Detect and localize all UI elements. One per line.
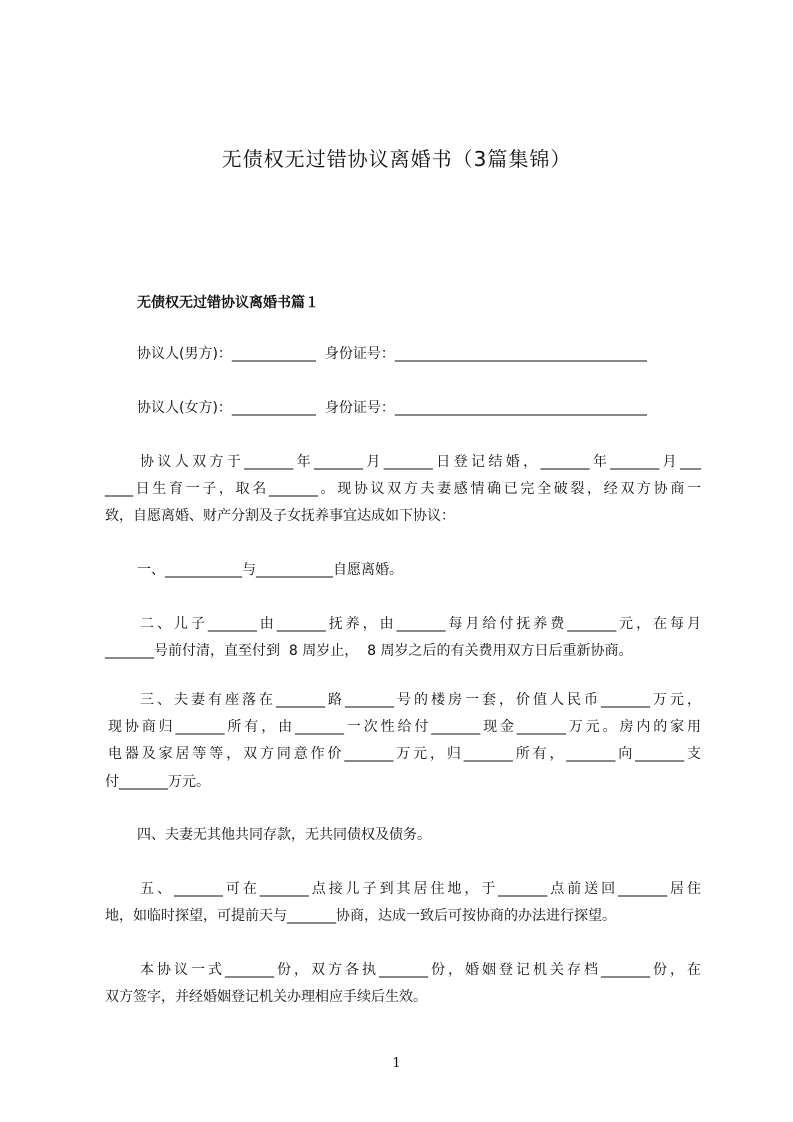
- clause-3-line-2: 现协商归_______所有，由_______一次性给付_______现金_______万元。房内的家用: [108, 719, 701, 735]
- closing-line-1: 本协议一式_______份，双方各执_______份，婚姻登记机关存档_______份，在: [140, 962, 701, 978]
- clause-5-line-1: 五、_______可在_______点接儿子到其居住地，于_______点前送回_______居住: [140, 881, 701, 897]
- party-female-line: 协议人(女方)：____________ 身份证号：____________________________________: [137, 400, 647, 416]
- paragraph-1-line-3: 致，自愿离婚、财产分割及子女抚养事宜达成如下协议：: [105, 508, 455, 524]
- section-heading: 无债权无过错协议离婚书篇１: [137, 295, 319, 311]
- closing-line-2: 双方签字，并经婚姻登记机关办理相应手续后生效。: [105, 989, 427, 1005]
- document-title: 无债权无过错协议离婚书（3篇集锦）: [221, 147, 572, 171]
- clause-5-line-2: 地，如临时探望，可提前天与_______协商，达成一致后可按协商的办法进行探望。: [105, 908, 616, 924]
- clause-4: 四、夫妻无其他共同存款，无共同债权及债务。: [137, 827, 431, 843]
- clause-1: 一、___________与___________自愿离婚。: [137, 562, 403, 578]
- clause-2-line-2: _______号前付清，直至付到 8 周岁止， 8 周岁之后的有关费用双方日后重新协商。: [105, 643, 633, 659]
- clause-3-line-3: 电器及家居等等，双方同意作价_______万元，归_______所有，_______向_______支: [108, 746, 701, 762]
- page-number: 1: [392, 1056, 401, 1071]
- paragraph-1-line-2: ____日生育一子，取名_______。现协议双方夫妻感情确已完全破裂，经双方协商一: [105, 481, 701, 497]
- paragraph-1-line-1: 协议人双方于_______年_______月_______日登记结婚，_______年_______月___: [140, 454, 701, 470]
- clause-3-line-1: 三、夫妻有座落在_______路_______号的楼房一套，价值人民币_______万元，: [140, 692, 701, 708]
- clause-3-line-4: 付_______万元。: [105, 774, 210, 790]
- party-male-line: 协议人(男方)：____________ 身份证号：____________________________________: [137, 346, 647, 362]
- clause-2-line-1: 二、儿子_______由_______抚养，由_______每月给付抚养费_______元，在每月: [140, 616, 701, 632]
